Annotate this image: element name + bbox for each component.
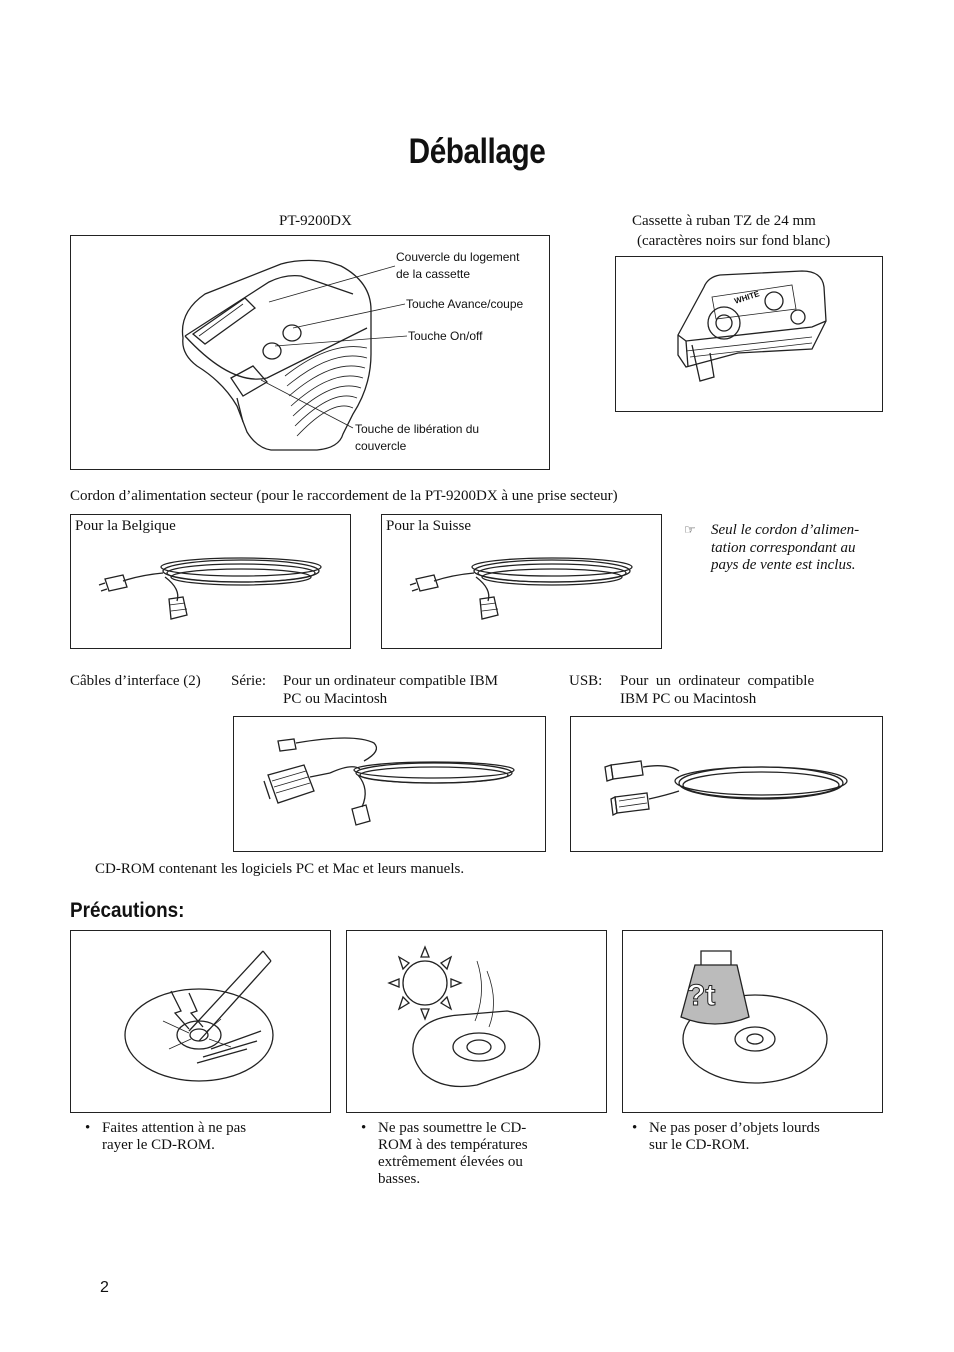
cord-switzerland-illustration [382, 515, 663, 650]
precaution-item-3: Ne pas poser d’objets lourds sur le CD-ROM. [649, 1120, 820, 1153]
cord-note: Seul le cordon d’alimen- tation correspondant au pays de vente est inclus. [711, 522, 860, 573]
usb-cable-illustration [571, 717, 884, 853]
serial-cable-figure [233, 716, 546, 852]
cord-caption: Cordon d’alimentation secteur (pour le raccordement de la PT-9200DX à une prise secteur) [70, 488, 618, 504]
bullet-3: • [632, 1120, 638, 1136]
cassette-caption-2: (caractères noirs sur fond blanc) [637, 233, 831, 249]
usb-cable-figure [570, 716, 883, 852]
precaution-temperature-figure [346, 930, 607, 1113]
precaution-weight-illustration [623, 931, 884, 1114]
serial-text: Pour un ordinateur compatible IBM PC ou Macintosh [283, 673, 498, 707]
cord-switzerland-label: Pour la Suisse [386, 518, 472, 534]
cord-switzerland-figure [381, 514, 662, 649]
precaution-scratch-figure [70, 930, 331, 1113]
printer-caption: PT-9200DX [279, 213, 352, 229]
callout-release: Touche de libération du couvercle [355, 422, 480, 453]
page-number: 2 [100, 1279, 109, 1296]
cassette-figure [615, 256, 883, 412]
page-title: Déballage [408, 132, 546, 171]
usb-label: USB: [569, 673, 603, 689]
callout-feed: Touche Avance/coupe [406, 297, 524, 311]
printer-figure [70, 235, 550, 470]
precaution-scratch-illustration [71, 931, 332, 1114]
cord-belgium-label: Pour la Belgique [75, 518, 176, 534]
precaution-item-2: Ne pas soumettre le CD- ROM à des températures extrêmement élevées ou basses. [378, 1120, 528, 1187]
serial-cable-illustration [234, 717, 547, 853]
cassette-label: WHITE [733, 289, 761, 306]
cdrom-caption: CD-ROM contenant les logiciels PC et Mac et leurs manuels. [95, 861, 465, 877]
serial-label: Série: [231, 673, 266, 689]
cassette-illustration [616, 257, 884, 413]
precaution-weight-figure [622, 930, 883, 1113]
precautions-heading: Précautions: [70, 899, 185, 922]
precaution-item-1: Faites attention à ne pas rayer le CD-ROM. [102, 1120, 247, 1153]
cord-belgium-figure [70, 514, 351, 649]
note-icon: ☞ [684, 522, 696, 537]
cables-label: Câbles d’interface (2) [70, 673, 201, 689]
cassette-caption-1: Cassette à ruban TZ de 24 mm [632, 213, 816, 229]
callout-power: Touche On/off [408, 329, 483, 343]
weight-label: ?t [687, 979, 716, 1012]
callout-cover: Couvercle du logement de la cassette [396, 250, 520, 281]
bullet-1: • [85, 1120, 91, 1136]
usb-text: Pour un ordinateur compatible IBM PC ou Macintosh [620, 673, 815, 707]
precaution-temperature-illustration [347, 931, 608, 1114]
cord-belgium-illustration [71, 515, 352, 650]
bullet-2: • [361, 1120, 367, 1136]
